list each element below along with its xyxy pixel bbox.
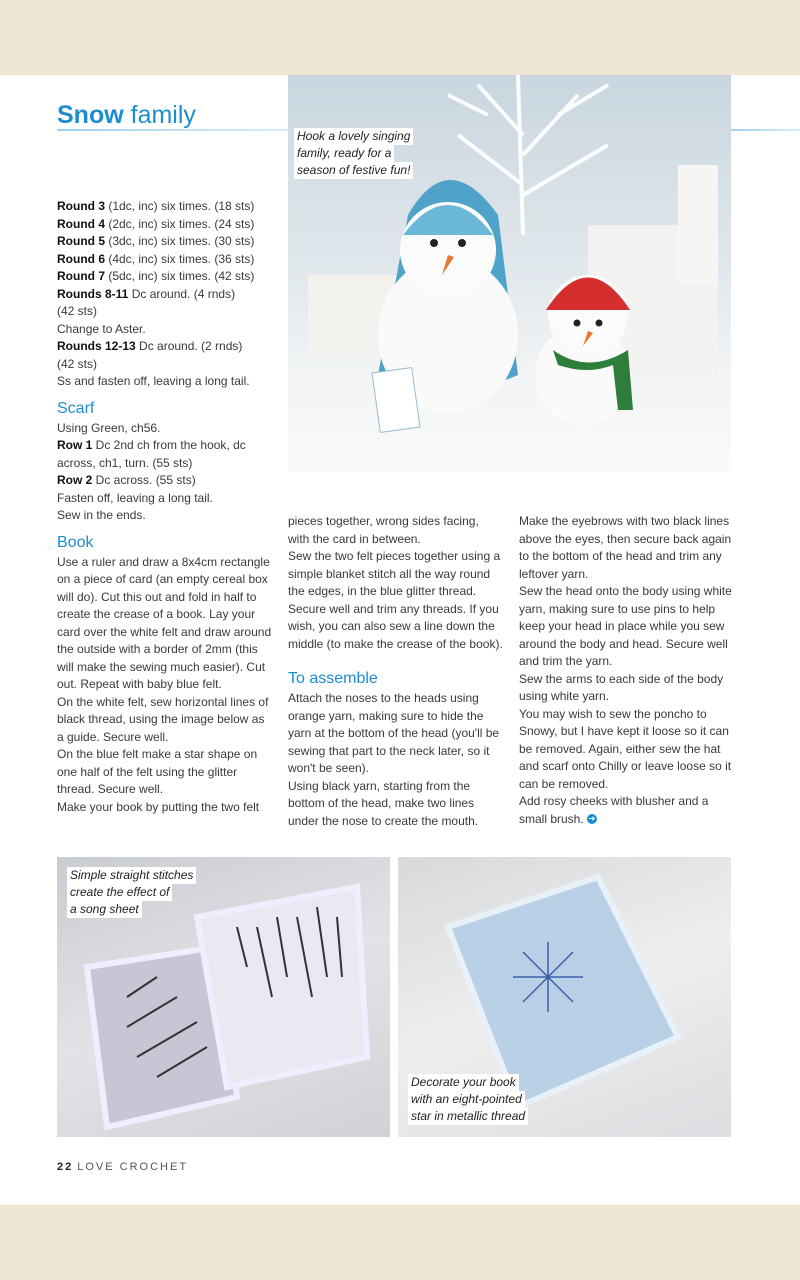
- line-text: Change to Aster.: [57, 321, 146, 336]
- text-line: on a piece of card (an empty cereal box: [57, 572, 268, 586]
- page-footer: [57, 1161, 188, 1173]
- text-line: bottom of the head, make two lines: [288, 796, 475, 810]
- text-line: [57, 198, 282, 216]
- line-text: (1dc, inc) six times. (18 sts): [105, 199, 255, 213]
- text-line: Add rosy cheeks with blusher and a: [519, 794, 709, 808]
- text-line: around the body and head. Secure well: [519, 636, 728, 651]
- text-line: [57, 251, 282, 269]
- text-line: [57, 216, 282, 234]
- top-margin: [0, 0, 800, 75]
- text-line: and scarf onto Chilly or leave loose so it: [519, 759, 732, 773]
- caption-line: a song sheet: [67, 901, 142, 918]
- text-line: Make your book by putting the two felt: [57, 799, 260, 814]
- text-line: keep your head in place while you sew: [519, 619, 725, 633]
- text-line: [57, 437, 282, 455]
- line-text: across, ch1, turn. (55 sts): [57, 455, 193, 470]
- text-line: be removed. Again, either sew the hat: [519, 741, 721, 756]
- text-line: yarn, making sure to use pins to help: [519, 601, 716, 616]
- text-line: and trim the yarn.: [519, 654, 613, 668]
- line-text: (5dc, inc) six times. (42 sts): [105, 269, 255, 283]
- line-text: (42 sts): [57, 304, 98, 318]
- text-line: [57, 321, 282, 339]
- caption-line: star in metallic thread: [408, 1108, 528, 1125]
- text-line: You may wish to sew the poncho to: [519, 706, 707, 721]
- line-text: Using Green, ch56.: [57, 420, 161, 435]
- title-bold: Snow: [57, 101, 124, 129]
- rounds-list: [57, 198, 282, 391]
- text-line: under the nose to create the mouth.: [288, 813, 479, 828]
- line-text: Dc 2nd ch from the hook, dc: [92, 438, 246, 452]
- text-line: above the eyes, then secure back again: [519, 531, 732, 546]
- column-3-text: [519, 513, 744, 811]
- bottom-margin: [0, 1205, 800, 1280]
- text-line: [57, 233, 282, 251]
- text-line: [57, 490, 282, 508]
- column-1: [57, 198, 282, 816]
- line-text: (2dc, inc) six times. (24 sts): [105, 216, 255, 231]
- text-line: [57, 373, 282, 391]
- caption-line: Hook a lovely singing: [294, 128, 413, 145]
- hero-caption: [294, 128, 413, 179]
- line-text: Sew in the ends.: [57, 508, 146, 522]
- text-line: Snowy, but I have kept it loose so it can: [519, 724, 729, 738]
- text-line: Sew the arms to each side of the body: [519, 671, 724, 686]
- caption-line: family, ready for a: [294, 145, 394, 162]
- text-line: the edges, in the blue glitter thread.: [288, 584, 477, 598]
- text-line: [57, 472, 282, 490]
- song-sheet-book-photo: [57, 857, 390, 1137]
- text-line: will do). Cut this out and fold in half to: [57, 589, 257, 604]
- heading-book: Book: [57, 533, 94, 551]
- heading-scarf: Scarf: [57, 399, 95, 417]
- text-line: [57, 286, 282, 304]
- magazine-name: LOVE CROCHET: [77, 1161, 189, 1173]
- title-rule: [57, 129, 288, 131]
- line-text: Dc around. (2 rnds): [135, 339, 243, 353]
- text-line: On the blue felt make a star shape on: [57, 747, 258, 761]
- column-2: [288, 513, 513, 830]
- book-text: [57, 554, 282, 817]
- text-line: wish, you can also sew a line down the: [288, 619, 495, 633]
- text-line: to the bottom of the head and trim any: [519, 549, 722, 563]
- text-line: middle (to make the crease of the book).: [288, 636, 503, 651]
- line-text: (4dc, inc) six times. (36 sts): [105, 251, 255, 266]
- text-line: using white yarn.: [519, 689, 610, 703]
- bold-label: Rounds 12-13: [57, 339, 136, 353]
- text-line: black thread, using the image below as: [57, 712, 265, 726]
- text-line: one half of the felt using the glitter: [57, 764, 238, 779]
- last-line: small brush.: [519, 811, 584, 826]
- text-line: [57, 420, 282, 438]
- text-line: Sew the head onto the body using white: [519, 584, 732, 598]
- text-line: leftover yarn.: [519, 566, 589, 581]
- page-number: 22: [57, 1161, 74, 1173]
- text-line: Use a ruler and draw a 8x4cm rectangle: [57, 554, 270, 569]
- song-sheet-caption: [67, 867, 196, 918]
- line-text: (42 sts): [57, 356, 98, 371]
- text-line: with the card in between.: [288, 531, 421, 546]
- text-line: won't be seen).: [288, 761, 370, 775]
- snowman-photo: [288, 75, 731, 472]
- bold-label: Round 5: [57, 234, 105, 248]
- bold-label: Row 1: [57, 438, 93, 452]
- scarf-list: [57, 420, 282, 525]
- heading-assemble: To assemble: [288, 670, 378, 687]
- book-text-cont: [288, 513, 513, 653]
- text-line: Make the eyebrows with two black lines: [519, 514, 730, 528]
- text-line: pieces together, wrong sides facing,: [288, 514, 479, 528]
- text-line: [57, 268, 282, 286]
- text-line: [57, 303, 282, 321]
- text-line: [57, 338, 282, 356]
- text-line: yarn at the bottom of the head (you'll be: [288, 726, 500, 740]
- text-line: a guide. Secure well.: [57, 729, 169, 744]
- text-line: thread. Secure well.: [57, 782, 164, 796]
- text-line: Sew the two felt pieces together using a: [288, 549, 501, 563]
- text-line: Secure well and trim any threads. If you: [288, 601, 499, 616]
- bold-label: Round 6: [57, 251, 105, 266]
- text-line: [57, 356, 282, 374]
- bold-label: Round 4: [57, 216, 105, 231]
- title-rule-right: [731, 129, 800, 131]
- arrow-right-circle-icon: ➜: [588, 814, 596, 824]
- text-line: Attach the noses to the heads using: [288, 691, 479, 705]
- text-line: out. Repeat with baby blue felt.: [57, 677, 222, 691]
- line-text: Dc across. (55 sts): [92, 473, 196, 487]
- caption-line: season of festive fun!: [294, 162, 413, 179]
- text-line: [57, 507, 282, 525]
- caption-line: Decorate your book: [408, 1074, 519, 1091]
- bold-label: Round 7: [57, 269, 105, 283]
- column-3: [519, 513, 744, 828]
- bold-label: Row 2: [57, 473, 93, 487]
- line-text: Fasten off, leaving a long tail.: [57, 490, 213, 505]
- line-text: (3dc, inc) six times. (30 sts): [105, 234, 255, 248]
- text-line: create the crease of a book. Lay your: [57, 607, 256, 621]
- text-line: the outside with a border of 2mm (this: [57, 642, 258, 656]
- text-line: can be removed.: [519, 776, 609, 791]
- line-text: Dc around. (4 rnds): [128, 286, 236, 301]
- caption-line: Simple straight stitches: [67, 867, 196, 884]
- text-line: orange yarn, making sure to hide the: [288, 708, 484, 723]
- text-line: On the white felt, sew horizontal lines of: [57, 694, 269, 709]
- caption-line: create the effect of: [67, 884, 172, 901]
- bold-label: Rounds 8-11: [57, 286, 129, 301]
- line-text: Ss and fasten off, leaving a long tail.: [57, 374, 250, 388]
- star-caption: [408, 1074, 528, 1125]
- bold-label: Round 3: [57, 199, 105, 213]
- text-line: will make the sewing much easier). Cut: [57, 659, 266, 674]
- page-title: [57, 101, 196, 130]
- text-line: Using black yarn, starting from the: [288, 778, 471, 793]
- caption-line: with an eight-pointed: [408, 1091, 525, 1108]
- assemble-text: [288, 690, 513, 830]
- text-line: [57, 455, 282, 473]
- star-book-photo: [398, 857, 731, 1137]
- text-line: simple blanket stitch all the way round: [288, 566, 491, 581]
- title-rest: family: [130, 101, 196, 129]
- text-line: card over the white felt and draw around: [57, 624, 272, 639]
- text-line: sewing that part to the neck later, so it: [288, 743, 490, 758]
